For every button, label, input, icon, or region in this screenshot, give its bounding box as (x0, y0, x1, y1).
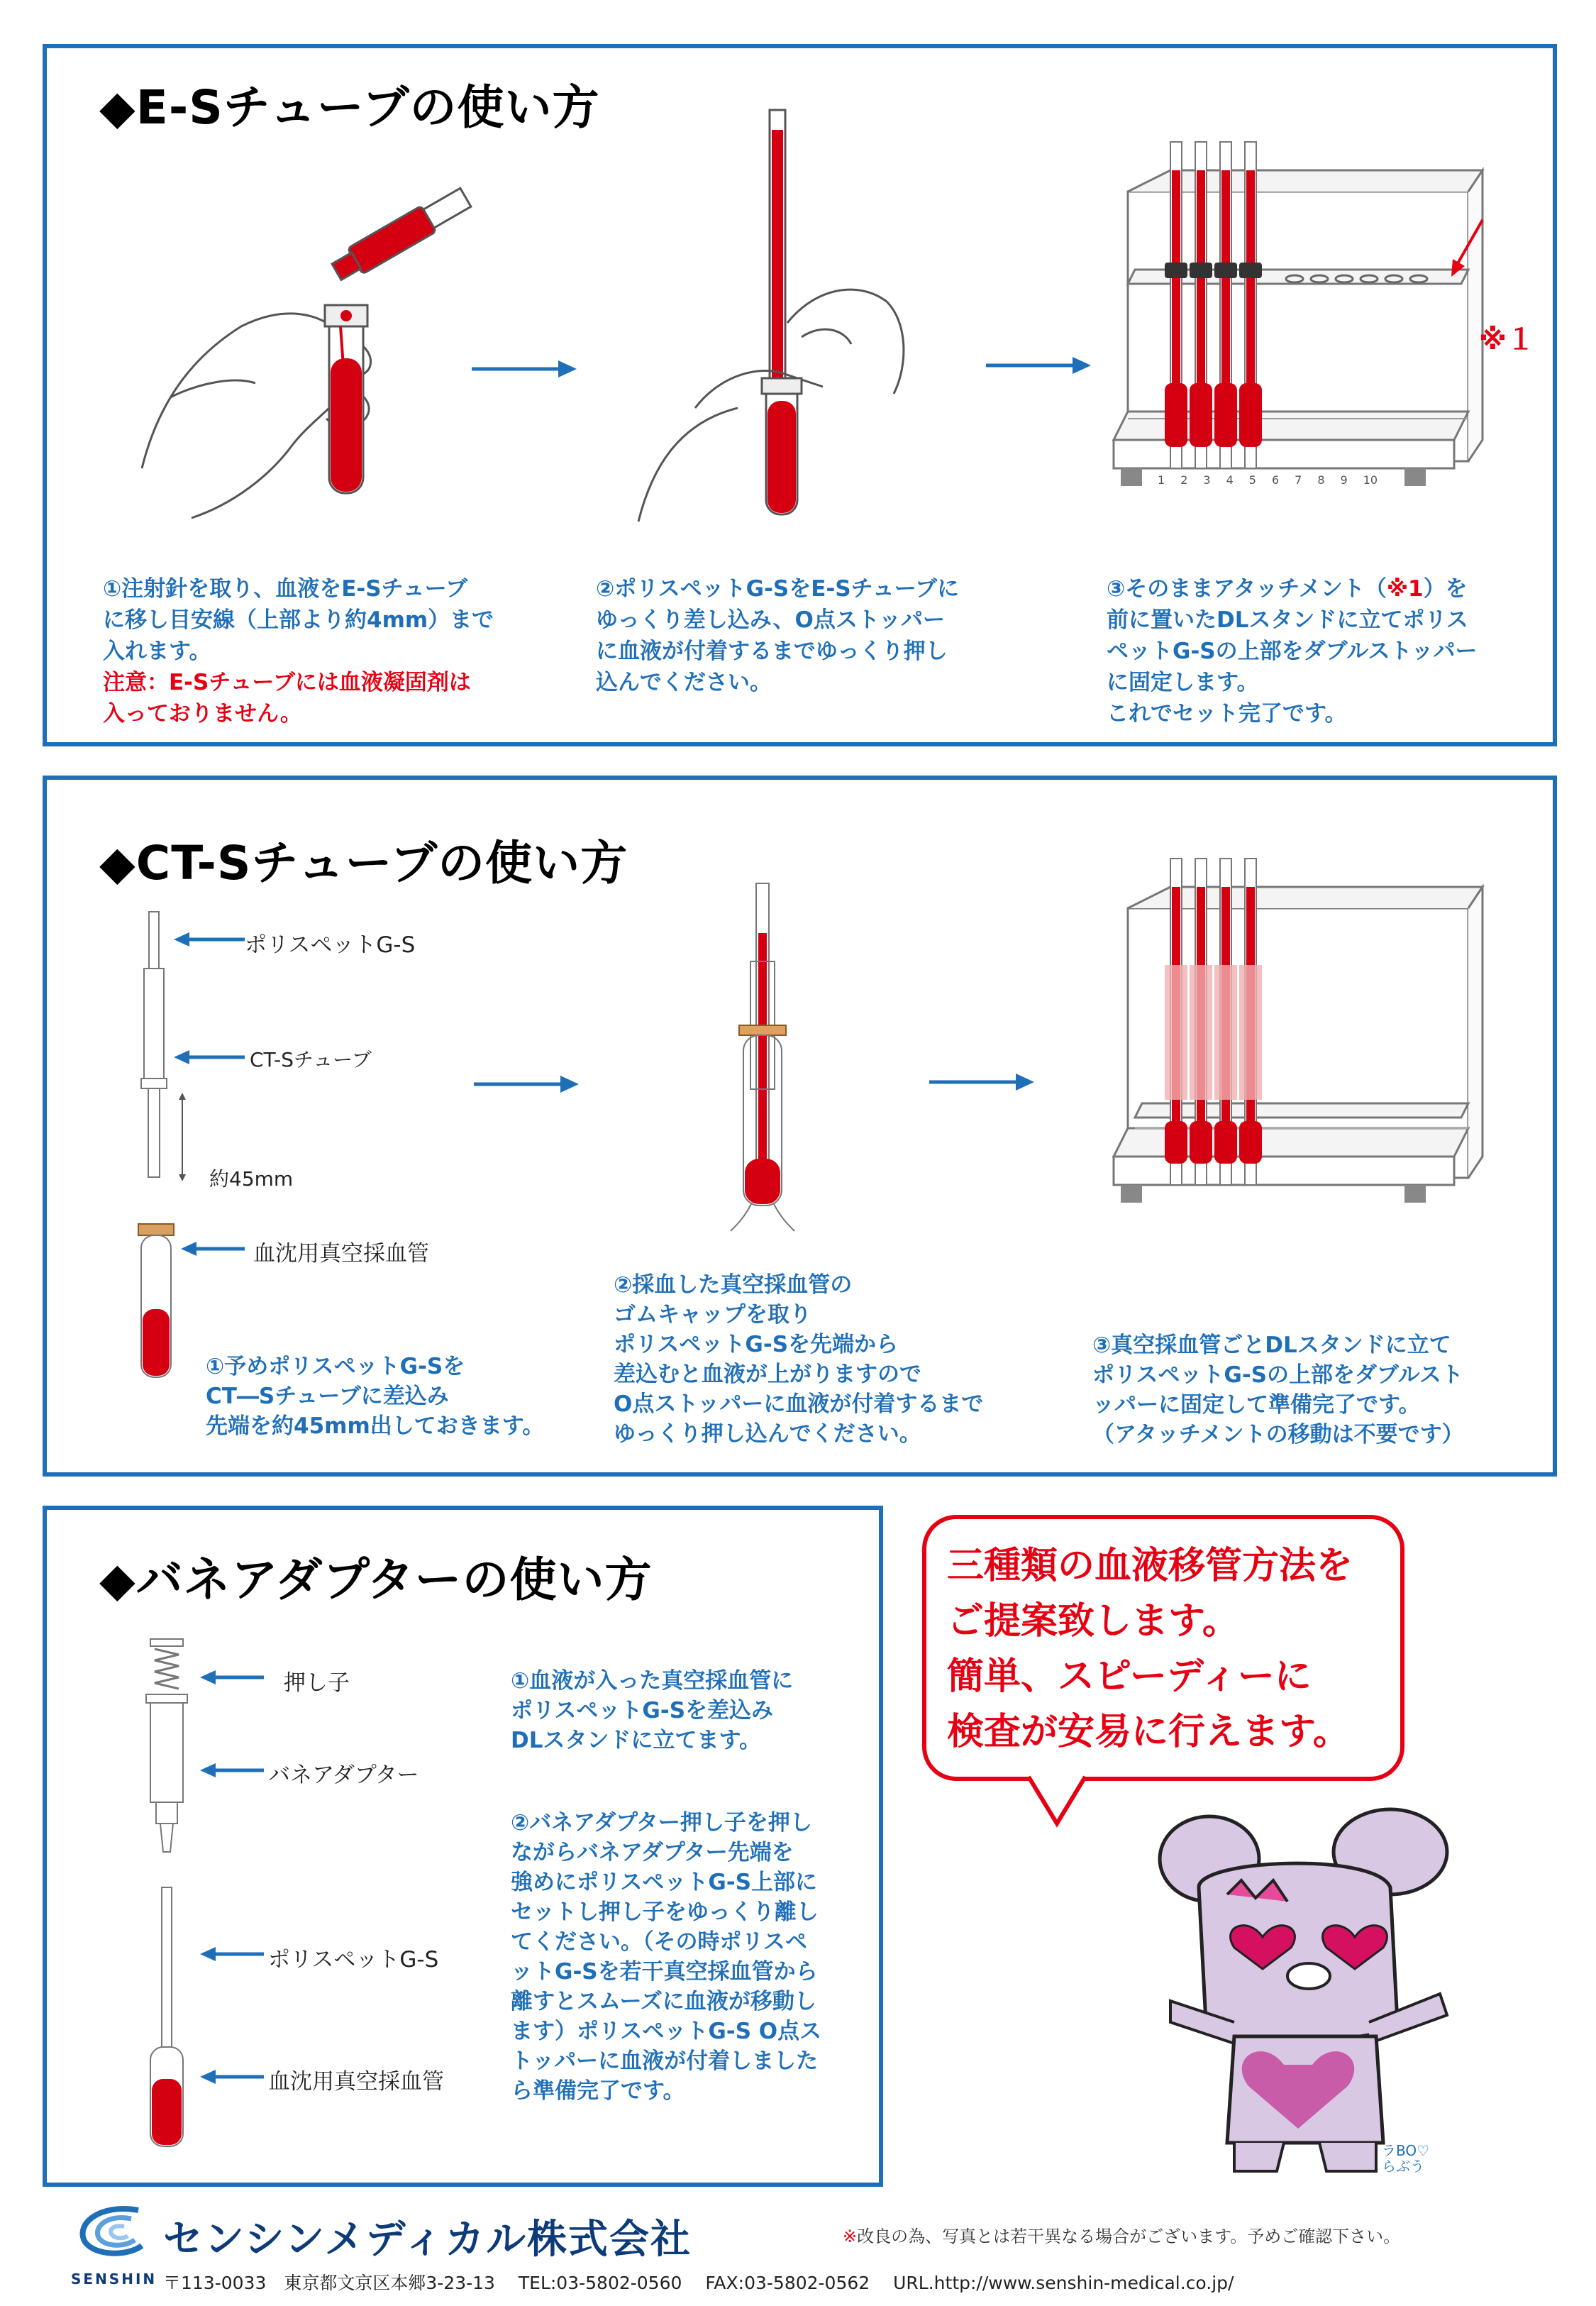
es-step1-illustration (128, 234, 468, 532)
text-line: 先端を約45mm出しておきます。 (206, 1413, 545, 1439)
cts-step3-text (1092, 1330, 1546, 1450)
es-section-title: ◆E-Sチューブの使い方 (99, 80, 600, 135)
label-plunger: 押し子 (284, 1670, 350, 1696)
warning-line: 注意：E-Sチューブには血液凝固剤は (103, 670, 471, 695)
arrow-icon (174, 1049, 245, 1066)
es-step3-text (1107, 573, 1546, 729)
arrow-icon (200, 2068, 264, 2085)
spring-step1-text (511, 1666, 865, 1755)
text-line: 三種類の血液移管方法を (947, 1545, 1353, 1587)
text-line: ①血液が入った真空採血管に (511, 1668, 794, 1694)
text-line: ポリスペットG-Sを先端から (614, 1332, 899, 1357)
label-cts-tube: CT-Sチューブ (250, 1048, 372, 1071)
text-line: ③真空採血管ごとDLスタンドに立て (1092, 1333, 1451, 1358)
spring-step2-text (511, 1808, 865, 2106)
cts-step2-illustration (731, 883, 844, 1245)
rack-number: 8 (1317, 473, 1325, 487)
text-line: ポリスペットG-Sを差込み (511, 1698, 774, 1723)
cts-step2-text (614, 1270, 1053, 1449)
text-line: に血液が付着するまでゆっくり押し (596, 639, 948, 664)
callout-mark: ※１ (1479, 324, 1535, 356)
text-line: ポリスペットG-Sの上部をダブルスト (1092, 1362, 1463, 1388)
text-line: 強めにポリスペットG-S上部に (511, 1870, 818, 1895)
arrow-icon (200, 1669, 264, 1686)
arrow-icon (200, 1762, 264, 1779)
text-line: らぶう (1382, 2158, 1424, 2175)
bubble-tail (1021, 1774, 1107, 1831)
text-span: ）を (1423, 576, 1468, 602)
arrow-icon (929, 1068, 1036, 1096)
text-line: に移し目安線（上部より約4mm）まで (103, 607, 494, 633)
text-line: ゆっくり差し込み、O点ストッパー (596, 607, 945, 633)
note-mark: ※ (843, 2227, 858, 2246)
cts-parts-illustration (138, 912, 245, 1380)
text-line: トッパーに血液が付着しました (511, 2048, 819, 2074)
text-span: ③そのままアタッチメント（ (1107, 576, 1387, 602)
text-line (1107, 573, 1546, 605)
arrow-icon (474, 1070, 580, 1098)
text-line: 込んでください。 (596, 670, 772, 695)
label-vacuum-tube: 血沈用真空採血管 (268, 2069, 444, 2095)
rack-number: 4 (1226, 473, 1234, 487)
rack-number: 1 (1158, 473, 1165, 487)
cts-section-title: ◆CT-Sチューブの使い方 (99, 836, 628, 890)
text-line: に固定します。 (1107, 670, 1259, 695)
spring-adapter-illustration (142, 1639, 199, 2150)
arrow-icon (986, 351, 1092, 380)
company-name: センシンメディカル株式会社 (163, 2217, 692, 2263)
text-line: CT―Sチューブに差込み (206, 1384, 449, 1409)
label-spring-adapter: バネアダプター (268, 1762, 419, 1788)
arrow-icon (200, 1946, 264, 1963)
text-line: 簡単、スピーディーに (947, 1655, 1312, 1698)
text-line: ②バネアダプター押し子を押し (511, 1810, 812, 1836)
text-line: ら準備完了です。 (511, 2078, 685, 2104)
es-step3-rack (1099, 142, 1497, 525)
note-text: 改良の為、写真とは若干異なる場合がございます。予めご確認下さい。 (857, 2227, 1401, 2246)
cts-step1-text (206, 1352, 575, 1441)
disclaimer-note (843, 2222, 1400, 2247)
text-line: ①予めポリスペットG-Sを (206, 1354, 465, 1379)
company-address: 〒113-0033 東京都文京区本郷3-23-13 TEL:03-5802-0560 FAX:03-5802-0562 URL.http://www.senshin-medical.co.jp/ (163, 2273, 1234, 2293)
bubble-text (947, 1538, 1353, 1760)
label-polyspet: ポリスペットG-S (268, 1947, 439, 1973)
rack-number: 3 (1203, 473, 1211, 487)
label-length: 約45mm (209, 1167, 294, 1191)
text-line: てください。（その時ポリスペ (511, 1929, 807, 1955)
rack-number: 7 (1295, 473, 1302, 487)
label-polyspet: ポリスペットG-S (245, 932, 416, 958)
rack-number: 2 (1180, 473, 1188, 487)
arrow-icon (472, 355, 578, 383)
rack-number: 5 (1248, 473, 1256, 487)
text-line: これでセット完了です。 (1107, 701, 1347, 727)
rack-number: 9 (1340, 473, 1348, 487)
label-vacuum-tube: 血沈用真空採血管 (253, 1241, 429, 1267)
text-line: 検査が安易に行えます。 (947, 1711, 1350, 1753)
text-line: ゴムキャップを取り (614, 1302, 811, 1328)
rack-numbers (1158, 473, 1378, 487)
text-line: ご提案致します。 (947, 1600, 1239, 1643)
rack-number: 6 (1271, 473, 1280, 487)
text-line: 差込むと血液が上がりますので (614, 1362, 921, 1387)
mascot-name (1382, 2143, 1429, 2174)
text-line: ②ポリスペットG-SをE-Sチューブに (596, 576, 960, 602)
text-line: ペットG-Sの上部をダブルストッパー (1107, 639, 1478, 664)
arrow-icon (174, 931, 245, 948)
text-line: 入れます。 (103, 639, 211, 664)
logo-text: SENSHIN (71, 2271, 157, 2288)
arrow-icon (181, 1240, 245, 1257)
text-line: ッパーに固定して準備完了です。 (1092, 1392, 1421, 1418)
es-step2-illustration (610, 110, 936, 536)
text-line: ます）ポリスペットG-S O点ス (511, 2019, 822, 2044)
text-line: DLスタンドに立てます。 (511, 1728, 762, 1753)
text-line: ゆっくり押し込んでください。 (614, 1421, 921, 1447)
es-step1-text (103, 573, 528, 729)
text-line: ながらバネアダプター先端を (511, 1840, 794, 1865)
text-line: （アタッチメントの移動は不要です） (1092, 1422, 1464, 1447)
text-line: 離すとスムーズに血液が移動し (511, 1989, 816, 2014)
warning-line: 入っておりません。 (103, 701, 302, 727)
mark-span: ※1 (1386, 576, 1424, 602)
mascot-bear (1142, 1809, 1497, 2178)
rack-number: 10 (1363, 473, 1378, 487)
senshin-logo-icon (71, 2203, 156, 2260)
es-step2-text (596, 573, 1021, 698)
cts-step3-rack (1099, 859, 1497, 1242)
text-line: O点ストッパーに血液が付着するまで (614, 1391, 984, 1417)
spring-section-title: ◆バネアダプターの使い方 (99, 1552, 653, 1607)
text-line: ットG-Sを若干真空採血管から (511, 1959, 818, 1985)
text-line: 前に置いたDLスタンドに立てポリス (1107, 607, 1468, 633)
text-line: ②採血した真空採血管の (614, 1272, 853, 1298)
text-line: ①注射針を取り、血液をE-Sチューブ (103, 576, 468, 602)
text-line: セットし押し子をゆっくり離し (511, 1899, 819, 1925)
text-line: ラBO♡ (1382, 2142, 1430, 2159)
